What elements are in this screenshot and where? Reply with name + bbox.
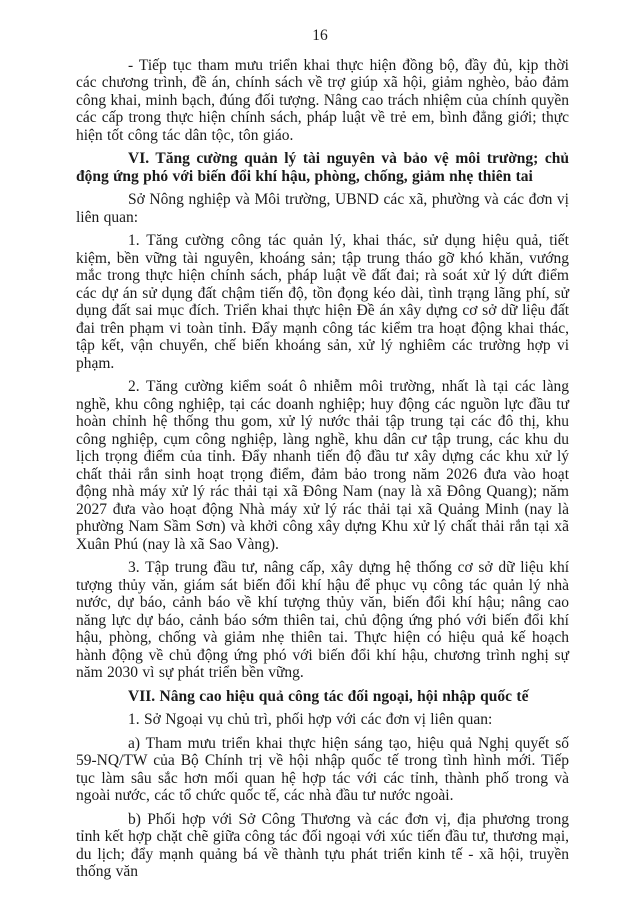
page-number: 16	[312, 27, 328, 44]
section-heading-vii: VII. Nâng cao hiệu quả công tác đối ngoại, hội nhập quốc tế	[128, 687, 529, 705]
section-heading-vi: VI. Tăng cường quản lý tài nguyên và bảo vệ môi trường; chủ động ứng phó với biến đổi khí hậu, phòng, chống, giảm nhẹ thiên tai	[76, 150, 569, 185]
paragraph-social-policy: - Tiếp tục tham mưu triển khai thực hiện đồng bộ, đầy đủ, kịp thời các chương trình, đề án, chính sách về trợ giúp xã hội, giảm nghèo, bảo đảm công khai, minh bạch, đúng đối tượng. Nâng cao trách nhiệm của chính quyền các cấp trong thực hiện chính sách, pháp luật về trẻ em, bình đẳng giới; thực hiện tốt công tác dân tộc, tôn giáo.	[76, 56, 569, 144]
paragraph-vi-item-3: 3. Tập trung đầu tư, nâng cấp, xây dựng hệ thống cơ sở dữ liệu khí tượng thủy văn, giám sát biến đổi khí hậu để phục vụ công tác quản lý nhà nước, dự báo, cảnh báo về khí tượng thủy văn, biến đổi khí hậu; nâng cao năng lực dự báo, cảnh báo sớm thiên tai, chủ động ứng phó với biến đổi khí hậu, phòng, chống và giảm nhẹ thiên tai. Thực hiện có hiệu quả kế hoạch hành động về chủ động ứng phó với biến đổi khí hậu, chương trình nghị sự năm 2030 vì sự phát triển bền vững.	[76, 559, 569, 681]
paragraph-vii-item-1b: b) Phối hợp với Sở Công Thương và các đơn vị, địa phương trong tỉnh kết hợp chặt chẽ giữa công tác đối ngoại với xúc tiến đầu tư, thương mại, du lịch; đẩy mạnh quảng bá về thành tựu phát triển kinh tế - xã hội, truyền thống văn	[76, 810, 569, 880]
document-body	[0, 57, 640, 881]
paragraph-vi-item-1: 1. Tăng cường công tác quản lý, khai thác, sử dụng hiệu quả, tiết kiệm, bền vững tài nguyên, khoáng sản; tập trung tháo gỡ khó khăn, vướng mắc trong thực hiện chính sách, pháp luật về đất đai; rà soát xử lý dứt điểm các dự án sử dụng đất chậm tiến độ, tồn đọng kéo dài, tình trạng lãng phí, sử dụng đất sai mục đích. Triển khai thực hiện Đề án xây dựng cơ sở dữ liệu đất đai trên phạm vi toàn tỉnh. Đẩy mạnh công tác kiểm tra hoạt động khai thác, tập kết, vận chuyển, chế biến khoáng sản, xử lý nghiêm các trường hợp vi phạm.	[76, 232, 569, 372]
paragraph-vii-item-1a: a) Tham mưu triển khai thực hiện sáng tạo, hiệu quả Nghị quyết số 59-NQ/TW của Bộ Chính trị về hội nhập quốc tế trong tình hình mới. Tiếp tục làm sâu sắc hơn mối quan hệ hợp tác với các tỉnh, thành phố trong và ngoài nước, các tổ chức quốc tế, các nhà đầu tư nước ngoài.	[76, 734, 569, 804]
paragraph-responsible-agencies: Sở Nông nghiệp và Môi trường, UBND các xã, phường và các đơn vị liên quan:	[76, 191, 569, 226]
paragraph-vii-item-1: 1. Sở Ngoại vụ chủ trì, phối hợp với các đơn vị liên quan:	[128, 711, 493, 728]
paragraph-vi-item-2: 2. Tăng cường kiểm soát ô nhiễm môi trường, nhất là tại các làng nghề, khu công nghiệp, tại các doanh nghiệp; huy động các nguồn lực đầu tư hoàn chỉnh hệ thống thu gom, xử lý nước thải tập trung tại các đô thị, khu công nghiệp, cụm công nghiệp, làng nghề, khu dân cư tập trung, các khu du lịch trọng điểm của tỉnh. Đẩy nhanh tiến độ đầu tư xây dựng các khu xử lý chất thải rắn sinh hoạt trọng điểm, đảm bảo trong năm 2026 đưa vào hoạt động nhà máy xử lý rác thải tại xã Đông Nam (nay là xã Đông Quang); năm 2027 đưa vào hoạt động Nhà máy xử lý rác thải tại xã Quảng Minh (nay là phường Nam Sầm Sơn) và khởi công xây dựng Khu xử lý chất thải rắn tại xã Xuân Phú (nay là xã Sao Vàng).	[76, 378, 569, 553]
